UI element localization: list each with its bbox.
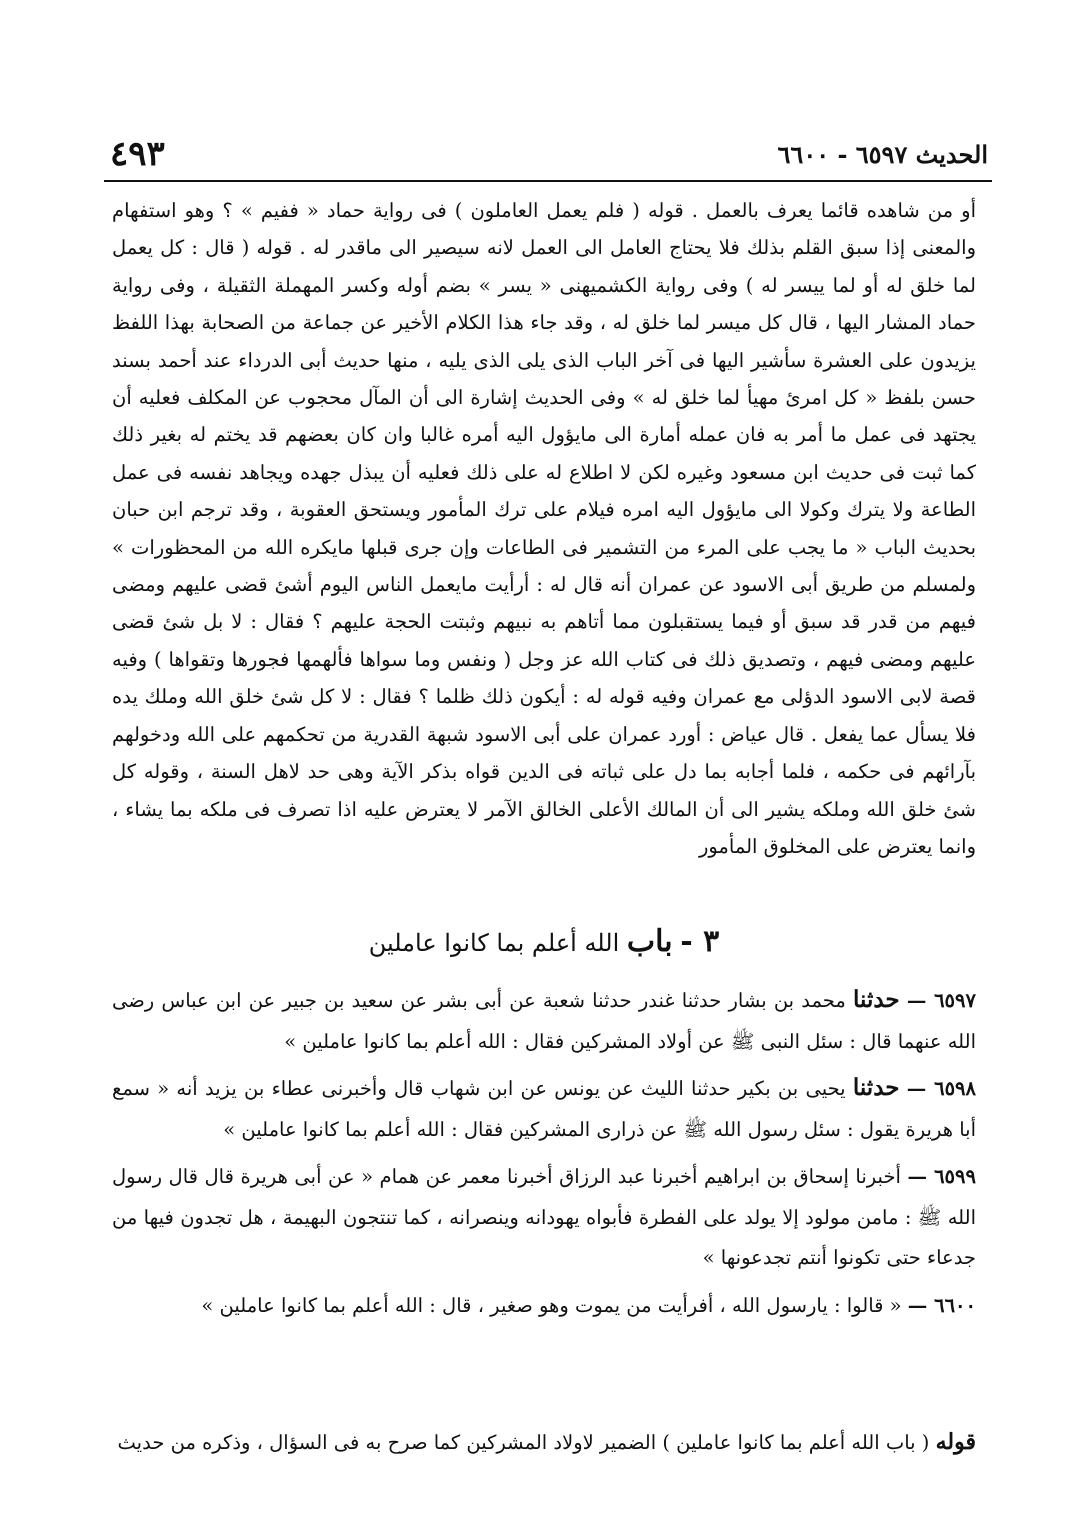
hadith-item (112, 1156, 976, 1279)
chapter-bab: باب (626, 924, 673, 959)
hadith-item (112, 980, 976, 1062)
hadith-item (112, 1068, 976, 1150)
chapter-title: الله أعلم بما كانوا عاملين (368, 929, 620, 957)
hadith-list (112, 980, 976, 1332)
commentary-text: أو من شاهده قائما يعرف بالعمل . قوله ( فلم يعمل العاملون ) فى رواية حماد « ففيم » ؟ وهو استفهام والمعنى إذا سبق القلم بذلك فلا يحتاج العامل الى العمل لانه سيصير الى ماقدر له . قوله ( قال : كل يعمل لما خلق له أو لما ييسر له ) وفى رواية الكشميهنى « يسر » بضم أوله وكسر المهملة الثقيلة ، وفى رواية حماد المشار اليها ، قال كل ميسر لما خلق له ، وقد جاء هذا الكلام الأخير عن جماعة من الصحابة بهذا اللفظ يزيدون على العشرة سأشير اليها فى آخر الباب الذى يلى الذى يليه ، منها حديث أبى الدرداء عند أحمد بسند حسن بلفظ « كل امرئ مهيأ لما خلق له » وفى الحديث إشارة الى أن المآل محجوب عن المكلف فعليه أن يجتهد فى عمل ما أمر به فان عمله أمارة الى مايؤول اليه أمره غالبا وان كان بعضهم قد يختم له بغير ذلك كما ثبت فى حديث ابن مسعود وغيره لكن لا اطلاع له على ذلك فعليه أن يبذل جهده ويجاهد نفسه فى عمل الطاعة ولا يترك وكولا الى مايؤول اليه امره فيلام على ترك المأمور ويستحق العقوبة ، وقد ترجم ابن حبان بحديث الباب « ما يجب على المرء من التشمير فى الطاعات وإن جرى قبلها مايكره الله من المحظورات » ولمسلم من طريق أبى الاسود عن عمران أنه قال له : أرأيت مايعمل الناس اليوم أشئ قضى عليهم ومضى فيهم من قدر قد سبق أو فيما يستقبلون مما أتاهم به نبيهم وثبتت الحجة عليهم ؟ فقال : لا بل شئ قضى عليهم ومضى فيهم ، وتصديق ذلك فى كتاب الله عز وجل ( ونفس وما سواها فألهمها فجورها وتقواها ) وفيه قصة لابى الاسود الدؤلى مع عمران وفيه قوله له : أيكون ذلك ظلما ؟ فقال : لا كل شئ خلق الله وملك يده فلا يسأل عما يفعل . قال عياض : أورد عمران على أبى الاسود شبهة القدرية من تحكمهم على الله ودخولهم بآرائهم فى حكمه ، فلما أجابه بما دل على ثباته فى الدين قواه بذكر الآية وهى حد لاهل السنة ، وقوله كل شئ خلق الله وملكه يشير الى أن المالك الأعلى الخالق الآمر لا يعترض عليه اذا تصرف فى ملكه بما يشاء ، وانما يعترض على المخلوق المأمور (112, 199, 976, 858)
hadith-number: ٦٥٩٨ — (906, 1077, 976, 1100)
hadith-text: أخبرنا إسحاق بن ابراهيم أخبرنا عبد الرزاق أخبرنا معمر عن همام « عن أبى هريرة قال قال رسول الله ﷺ : مامن مولود إلا يولد على الفطرة فأبواه يهودانه وينصرانه ، كما تنتجون البهيمة ، هل تجدون فيها من جدعاء حتى تكونوا أنتم تجدعونها » (112, 1165, 976, 1269)
chapter-heading (112, 914, 976, 970)
page-header (110, 128, 988, 180)
running-title: الحديث ٦٥٩٧ - ٦٦٠٠ (777, 139, 988, 169)
commentary-block (112, 192, 976, 865)
hadith-text: « قالوا : يارسول الله ، أفرأيت من يموت وهو صغير ، قال : الله أعلم بما كانوا عاملين » (201, 1293, 902, 1317)
header-rule (104, 180, 992, 182)
hadith-text: محمد بن بشار حدثنا غندر حدثنا شعبة عن أبى بشر عن سعيد بن جبير عن ابن عباس رضى الله عنهما قال : سئل النبى ﷺ عن أولاد المشركين فقال : الله أعلم بما كانوا عاملين » (112, 989, 976, 1053)
chapter-number: ٣ - (680, 924, 720, 959)
hadith-lead: حدثنا (853, 986, 900, 1013)
hadith-text: يحيى بن بكير حدثنا الليث عن يونس عن ابن شهاب قال وأخبرنى عطاء بن يزيد أنه « سمع أبا هريرة يقول : سئل رسول الله ﷺ عن ذرارى المشركين فقال : الله أعلم بما كانوا عاملين » (112, 1077, 976, 1141)
hadith-number: ٦٦٠٠ — (907, 1293, 976, 1317)
hadith-number: ٦٥٩٩ — (907, 1165, 976, 1188)
hadith-item (112, 1285, 976, 1327)
final-commentary (112, 1422, 976, 1463)
hadith-lead: حدثنا (852, 1074, 900, 1101)
hadith-number: ٦٥٩٧ — (906, 989, 976, 1012)
page-number: ٤٩٣ (110, 134, 165, 174)
final-keyword: قوله (935, 1429, 976, 1455)
final-text: ( باب الله أعلم بما كانوا عاملين ) الضمير لاولاد المشركين كما صرح به فى السؤال ، وذكره من حديث (117, 1431, 930, 1454)
